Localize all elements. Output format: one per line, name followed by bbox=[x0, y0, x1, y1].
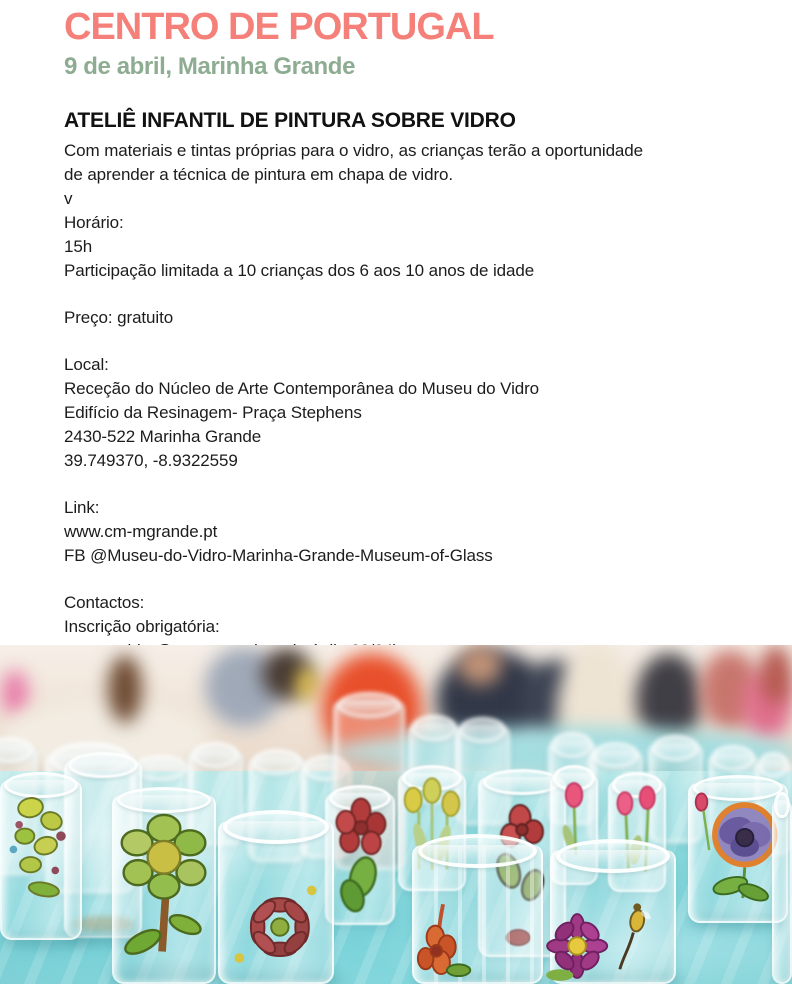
schedule-label: Horário: bbox=[64, 213, 124, 232]
painted-flower-orange bbox=[414, 845, 541, 982]
website-url: www.cm-mgrande.pt bbox=[64, 522, 218, 541]
links-block bbox=[64, 496, 736, 568]
glass-jar-maroon-daisy bbox=[218, 821, 334, 984]
yellow-spot-blob bbox=[296, 667, 318, 701]
painted-flowers-yellow-green bbox=[2, 780, 80, 938]
painted-flower-green-daisy bbox=[114, 795, 214, 982]
location-line: Receção do Núcleo de Arte Contemporânea do Museu do Vidro bbox=[64, 379, 540, 398]
event-title: ATELIÊ INFANTIL DE PINTURA SOBRE VIDRO bbox=[64, 109, 516, 132]
location-line: 2430-522 Marinha Grande bbox=[64, 427, 262, 446]
participation-note: Participação limitada a 10 crianças dos 6 aos 10 anos de idade bbox=[64, 261, 535, 280]
description-line: Com materiais e tintas próprias para o vidro, as crianças terão a oportunidade bbox=[64, 141, 643, 160]
crowd-blob bbox=[760, 645, 792, 705]
person-head-blob bbox=[458, 645, 502, 685]
event-date-location: 9 de abril, Marinha Grande bbox=[64, 53, 356, 80]
painted-flower-maroon-daisy bbox=[220, 821, 332, 982]
location-line: Edifício da Resinagem- Praça Stephens bbox=[64, 403, 362, 422]
description-line: de aprender a técnica de pintura em chapa de vidro. bbox=[64, 165, 453, 184]
painted-flower-magenta-daisy-and-bee bbox=[552, 850, 674, 982]
glass-jar-orange-flower bbox=[412, 845, 543, 984]
event-description-block bbox=[64, 139, 736, 283]
brown-post-blob bbox=[108, 655, 142, 723]
links-label: Link: bbox=[64, 498, 100, 517]
schedule-time: 15h bbox=[64, 237, 93, 256]
stray-character: v bbox=[64, 189, 73, 208]
location-coordinates: 39.749370, -8.9322559 bbox=[64, 451, 238, 470]
glass-jar-magenta-daisy bbox=[550, 850, 676, 984]
workshop-photo bbox=[0, 645, 792, 984]
glass-jar-green-daisy bbox=[112, 795, 216, 984]
region-title: CENTRO DE PORTUGAL bbox=[64, 6, 494, 48]
contacts-label: Contactos: bbox=[64, 593, 145, 612]
facebook-handle: FB @Museu-do-Vidro-Marinha-Grande-Museum-of-Glass bbox=[64, 546, 493, 565]
price-line: Preço: gratuito bbox=[64, 308, 174, 327]
glass-jar-red-flower-leaves bbox=[325, 793, 395, 925]
painted-flower-red-leaves bbox=[327, 793, 393, 923]
glass-jar bbox=[772, 800, 792, 984]
location-label: Local: bbox=[64, 355, 109, 374]
pink-blur-blob bbox=[2, 670, 28, 716]
registration-note: Inscrição obrigatória: bbox=[64, 617, 220, 636]
location-block bbox=[64, 353, 736, 473]
glass-jar-yellow-cluster bbox=[0, 780, 82, 940]
